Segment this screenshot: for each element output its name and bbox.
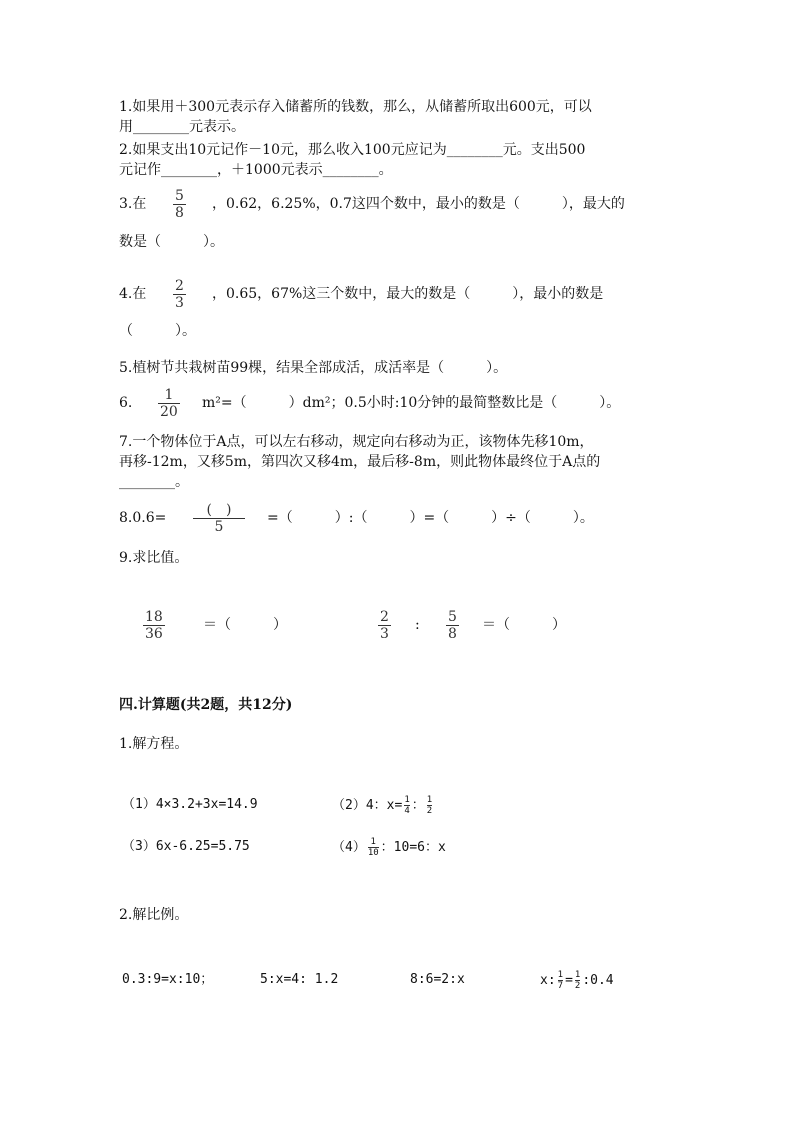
question-4-prefix: 4.在 [119, 286, 147, 302]
fraction-numerator: 2 [175, 278, 184, 294]
question-9-answer-b: ＝（ ） [482, 617, 566, 633]
fraction-denominator: 3 [380, 626, 389, 642]
equation-1: （1）4×3.2+3x=14.9 [122, 797, 258, 812]
equation-4-prefix: （4） [332, 840, 366, 855]
question-9-title: 9.求比值。 [119, 550, 189, 566]
fraction-numerator: 1 [158, 387, 180, 404]
equation-2-colon: ： [411, 798, 425, 813]
section-4-heading: 四.计算题(共2题，共12分) [119, 697, 293, 713]
question-7-line-3: ________。 [119, 474, 189, 490]
fraction-denominator: 20 [160, 404, 178, 420]
fraction-numerator: 2 [380, 609, 389, 625]
question-4-text: ，0.65，67%这三个数中，最大的数是（ ），最小的数是 [212, 286, 604, 302]
equation-2-fraction-2 [427, 795, 432, 816]
fraction-numerator: 5 [175, 188, 184, 204]
fraction-denominator: 10 [367, 848, 379, 858]
question-9-fraction-b2 [446, 609, 459, 642]
fraction-numerator: 1 [368, 837, 379, 848]
fraction-denominator: 3 [175, 295, 184, 311]
problem-2-title: 2.解比例。 [119, 907, 189, 923]
fraction-denominator: 2 [574, 981, 581, 991]
question-8-prefix: 8.0.6= [119, 510, 167, 526]
question-3-prefix: 3.在 [119, 196, 147, 212]
fraction-numerator: 18 [145, 609, 163, 625]
equation-2 [332, 795, 434, 816]
equation-4-fraction [368, 837, 379, 858]
proportion-4 [540, 970, 614, 991]
fraction-numerator: 1 [557, 970, 564, 980]
question-4-fraction [173, 278, 186, 311]
fraction-numerator: 1 [404, 795, 410, 805]
question-6-fraction [158, 387, 180, 420]
fraction-numerator: ( ) [193, 502, 245, 519]
proportion-4-fraction-2 [575, 970, 580, 991]
proportion-4-suffix: :0.4 [582, 973, 614, 988]
proportion-4-equals: = [565, 973, 573, 988]
problem-1-title: 1.解方程。 [119, 736, 189, 752]
fraction-denominator: 5 [214, 519, 224, 535]
question-9-answer-a: ＝（ ） [203, 617, 287, 633]
proportion-3: 8:6=2:x [410, 972, 465, 987]
question-2-line-2: 元记作________，＋1000元表示________。 [119, 162, 393, 178]
question-8-fraction [193, 502, 245, 535]
question-4-line-2: （ ）。 [119, 323, 196, 339]
proportion-4-fraction-1 [558, 970, 563, 991]
fraction-denominator: 36 [145, 626, 163, 642]
question-8-text: =（ ）:（ ）=（ ）÷（ ）。 [267, 510, 594, 526]
question-9-fraction-a [143, 609, 165, 642]
question-3-line-2: 数是（ ）。 [119, 234, 224, 250]
question-9-colon: : [415, 617, 420, 633]
question-1-line-2: 用________元表示。 [119, 119, 245, 135]
equation-4 [332, 837, 446, 858]
question-3-fraction [173, 188, 186, 221]
fraction-denominator: 8 [175, 205, 184, 221]
fraction-denominator: 2 [426, 806, 433, 816]
question-1-line-1: 1.如果用＋300元表示存入储蓄所的钱数，那么，从储蓄所取出600元，可以 [119, 99, 592, 115]
fraction-denominator: 7 [557, 981, 564, 991]
fraction-numerator: 1 [426, 795, 433, 805]
fraction-numerator: 1 [574, 970, 581, 980]
question-7-line-1: 7.一个物体位于A点，可以左右移动，规定向右移动为正，该物体先移10m， [119, 434, 594, 450]
question-9-fraction-b1 [378, 609, 391, 642]
question-7-line-2: 再移-12m，又移5m，第四次又移4m，最后移-8m，则此物体最终位于A点的 [119, 454, 601, 470]
question-3-text: ，0.62，6.25%，0.7这四个数中，最小的数是（ ），最大的 [212, 196, 625, 212]
proportion-2: 5:x=4: 1.2 [260, 972, 339, 987]
fraction-denominator: 4 [404, 806, 410, 816]
fraction-numerator: 5 [448, 609, 457, 625]
proportion-1: 0.3:9=x:10； [122, 972, 214, 987]
fraction-denominator: 8 [448, 626, 457, 642]
equation-3: （3）6x-6.25=5.75 [122, 839, 250, 854]
equation-2-prefix: （2）4：x= [332, 798, 403, 813]
proportion-4-prefix: x: [540, 973, 556, 988]
question-5: 5.植树节共栽树苗99棵，结果全部成活，成活率是（ ）。 [119, 360, 508, 376]
question-6-text: m²=（ ）dm²；0.5小时:10分钟的最简整数比是（ ）。 [202, 395, 621, 411]
question-6-prefix: 6. [119, 395, 133, 411]
equation-4-suffix: ：10=6：x [380, 840, 446, 855]
question-2-line-1: 2.如果支出10元记作－10元，那么收入100元应记为________元。支出500 [119, 142, 586, 158]
equation-2-fraction-1 [404, 795, 409, 816]
